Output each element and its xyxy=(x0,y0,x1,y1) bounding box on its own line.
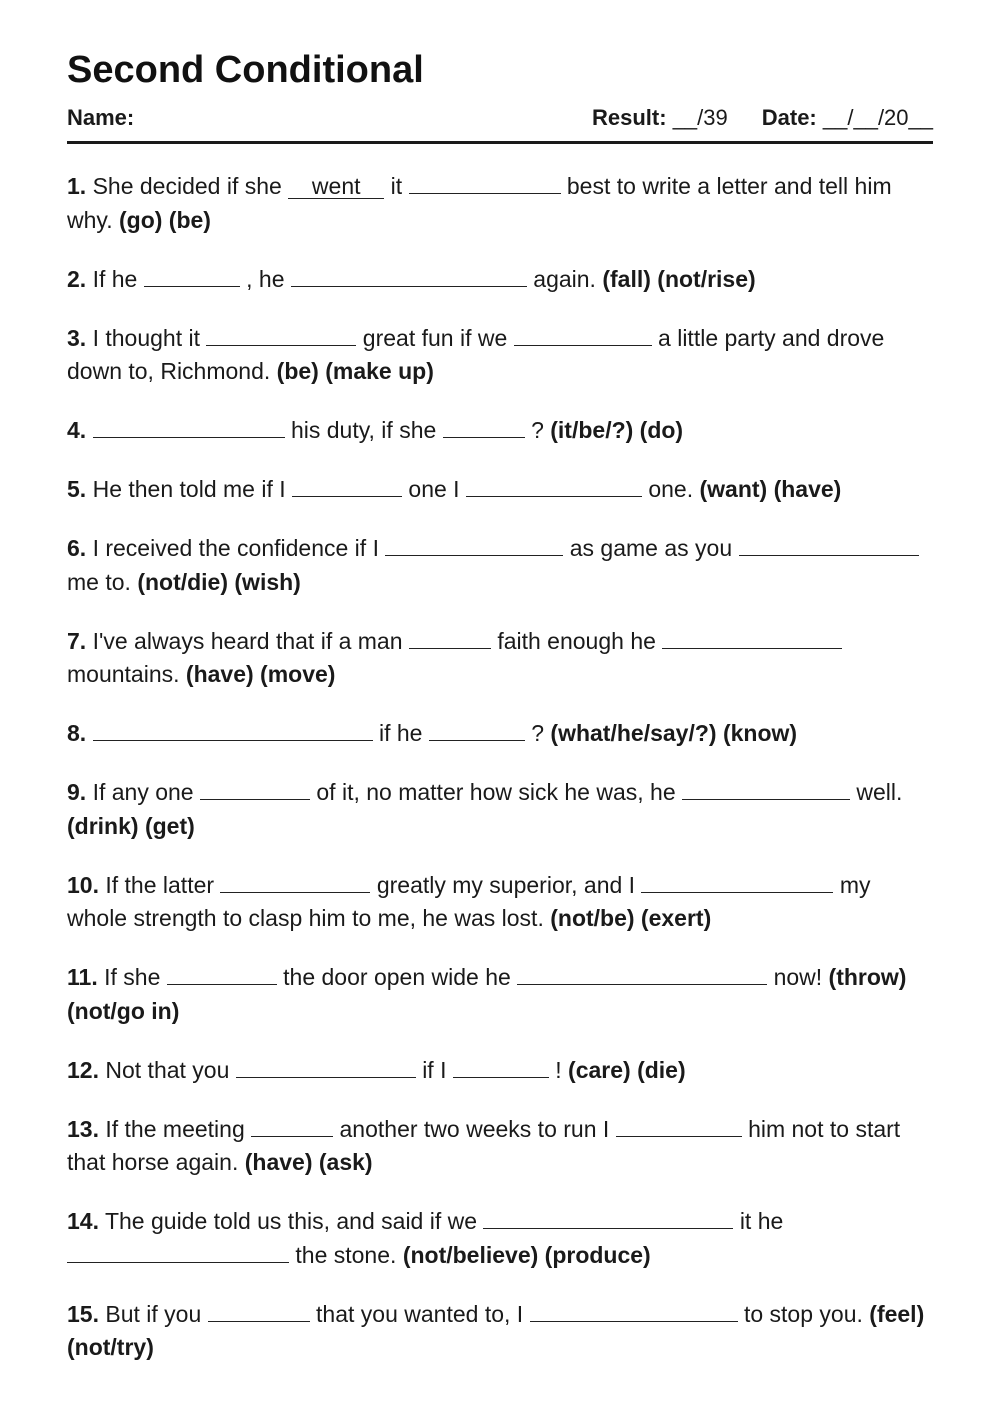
answer-blank-filled[interactable]: went xyxy=(288,174,384,199)
answer-blank[interactable] xyxy=(93,415,285,438)
answer-blank[interactable] xyxy=(443,415,525,438)
result-label: Result: xyxy=(592,105,667,130)
answer-blank[interactable] xyxy=(682,777,850,800)
question-item xyxy=(67,1205,933,1272)
answer-blank[interactable] xyxy=(236,1055,416,1078)
question-text: as game as you xyxy=(569,535,733,561)
question-text: another two weeks to run I xyxy=(339,1115,610,1142)
answer-blank[interactable] xyxy=(429,718,525,741)
verb-hints: (throw) (not/go in) xyxy=(67,964,907,1024)
question-text: If she xyxy=(104,964,161,990)
question-text: it xyxy=(390,173,403,199)
question-text: if I xyxy=(422,1056,447,1083)
verb-hints: (be) (make up) xyxy=(276,358,434,384)
header-right xyxy=(592,105,933,131)
question-item xyxy=(67,776,933,843)
question-text: him not to start that horse again. xyxy=(67,1115,901,1175)
question-list xyxy=(67,170,933,1365)
verb-hints: (want) (have) xyxy=(699,476,842,502)
question-item xyxy=(67,1113,933,1180)
answer-blank[interactable] xyxy=(385,533,563,556)
answer-blank[interactable] xyxy=(67,1240,289,1263)
question-text: She decided if she xyxy=(92,173,282,199)
date-field xyxy=(762,105,933,131)
question-text: mountains. xyxy=(67,661,180,687)
question-text: my whole strength to clasp him to me, he was lost. xyxy=(67,871,871,931)
question-text: it he xyxy=(739,1208,784,1234)
question-number: 1. xyxy=(67,173,87,199)
question-item xyxy=(67,473,933,507)
question-text: again. xyxy=(533,265,596,292)
question-text: , he xyxy=(246,265,285,292)
question-text: If the meeting xyxy=(105,1115,245,1142)
question-item xyxy=(67,717,933,751)
question-item xyxy=(67,869,933,936)
answer-blank[interactable] xyxy=(167,962,277,985)
question-item xyxy=(67,1054,933,1088)
question-text: But if you xyxy=(105,1300,202,1327)
question-item xyxy=(67,263,933,297)
result-field xyxy=(592,105,728,131)
verb-hints: (not/believe) (produce) xyxy=(402,1241,651,1268)
question-text: I've always heard that if a man xyxy=(92,627,403,654)
question-text: If he xyxy=(92,265,138,292)
question-item xyxy=(67,170,933,237)
answer-blank[interactable] xyxy=(208,1299,310,1322)
answer-blank[interactable] xyxy=(200,777,310,800)
answer-blank[interactable] xyxy=(291,264,527,287)
answer-blank[interactable] xyxy=(517,962,767,985)
question-number: 3. xyxy=(67,324,87,351)
verb-hints: (have) (ask) xyxy=(244,1149,373,1175)
question-text: The guide told us this, and said if we xyxy=(104,1208,478,1234)
date-value: __/__/20__ xyxy=(822,105,933,130)
question-text: one. xyxy=(648,476,694,502)
question-item xyxy=(67,414,933,448)
question-text: best to write a letter and tell him why. xyxy=(67,173,892,233)
question-number: 13. xyxy=(67,1115,99,1142)
question-text: now! xyxy=(773,964,823,990)
question-number: 14. xyxy=(67,1208,99,1234)
question-text: his duty, if she xyxy=(290,417,437,443)
page-title: Second Conditional xyxy=(67,49,424,91)
verb-hints: (it/be/?) (do) xyxy=(550,417,684,443)
question-text: a little party and drove down to, Richmond. xyxy=(67,324,885,384)
answer-blank[interactable] xyxy=(641,870,833,893)
answer-blank[interactable] xyxy=(483,1206,733,1229)
question-text: great fun if we xyxy=(362,324,508,351)
answer-blank[interactable] xyxy=(220,870,370,893)
question-text: greatly my superior, and I xyxy=(376,871,636,898)
answer-blank[interactable] xyxy=(409,626,491,649)
worksheet-header xyxy=(67,105,933,144)
question-number: 8. xyxy=(67,720,87,746)
verb-hints: (what/he/say/?) (know) xyxy=(550,720,798,746)
question-number: 6. xyxy=(67,535,87,561)
answer-blank[interactable] xyxy=(292,474,402,497)
name-field xyxy=(67,105,134,131)
question-text: the stone. xyxy=(295,1241,397,1268)
question-number: 7. xyxy=(67,627,87,654)
verb-hints: (not/die) (wish) xyxy=(137,568,301,595)
answer-blank[interactable] xyxy=(739,533,919,556)
question-item xyxy=(67,625,933,692)
question-number: 9. xyxy=(67,779,87,805)
question-text: ? xyxy=(531,720,545,746)
verb-hints: (fall) (not/rise) xyxy=(602,265,756,292)
question-item xyxy=(67,961,933,1028)
answer-blank[interactable] xyxy=(453,1055,549,1078)
answer-blank[interactable] xyxy=(93,718,373,741)
answer-blank[interactable] xyxy=(251,1114,333,1137)
question-text: If any one xyxy=(92,779,194,805)
answer-blank[interactable] xyxy=(409,171,561,194)
question-text: faith enough he xyxy=(497,627,656,654)
answer-blank[interactable] xyxy=(466,474,642,497)
question-text: If the latter xyxy=(105,871,215,898)
question-number: 12. xyxy=(67,1056,99,1083)
answer-blank[interactable] xyxy=(514,323,652,346)
question-text: if he xyxy=(378,720,423,746)
answer-blank[interactable] xyxy=(206,323,356,346)
question-text: I thought it xyxy=(92,324,200,351)
question-text: of it, no matter how sick he was, he xyxy=(316,779,676,805)
question-text: He then told me if I xyxy=(92,476,286,502)
verb-hints: (not/be) (exert) xyxy=(550,905,712,931)
date-label: Date: xyxy=(761,105,817,130)
result-value: __/39 xyxy=(672,105,728,130)
question-number: 4. xyxy=(67,417,87,443)
verb-hints: (have) (move) xyxy=(185,661,336,687)
verb-hints: (drink) (get) xyxy=(67,812,195,839)
answer-blank[interactable] xyxy=(662,626,842,649)
question-text: that you wanted to, I xyxy=(316,1300,524,1327)
verb-hints: (feel) (not/try) xyxy=(67,1300,925,1360)
question-number: 5. xyxy=(67,476,87,502)
question-item xyxy=(67,322,933,389)
question-text: well. xyxy=(856,779,903,805)
question-item xyxy=(67,1298,933,1365)
question-number: 2. xyxy=(67,265,87,292)
question-text: ! xyxy=(555,1056,562,1083)
question-text: one I xyxy=(408,476,460,502)
verb-hints: (care) (die) xyxy=(568,1056,686,1083)
question-number: 10. xyxy=(67,871,99,898)
question-text: Not that you xyxy=(105,1056,230,1083)
question-text: ? xyxy=(531,417,544,443)
question-item xyxy=(67,532,933,599)
answer-blank[interactable] xyxy=(530,1299,738,1322)
question-text: I received the confidence if I xyxy=(92,535,379,561)
question-text: me to. xyxy=(67,568,131,595)
question-number: 15. xyxy=(67,1300,99,1327)
question-text: to stop you. xyxy=(743,1300,863,1327)
name-label: Name: xyxy=(67,105,135,130)
question-text: the door open wide he xyxy=(283,964,511,990)
question-number: 11. xyxy=(67,964,98,990)
answer-blank[interactable] xyxy=(616,1114,742,1137)
answer-blank[interactable] xyxy=(144,264,240,287)
verb-hints: (go) (be) xyxy=(118,206,211,233)
